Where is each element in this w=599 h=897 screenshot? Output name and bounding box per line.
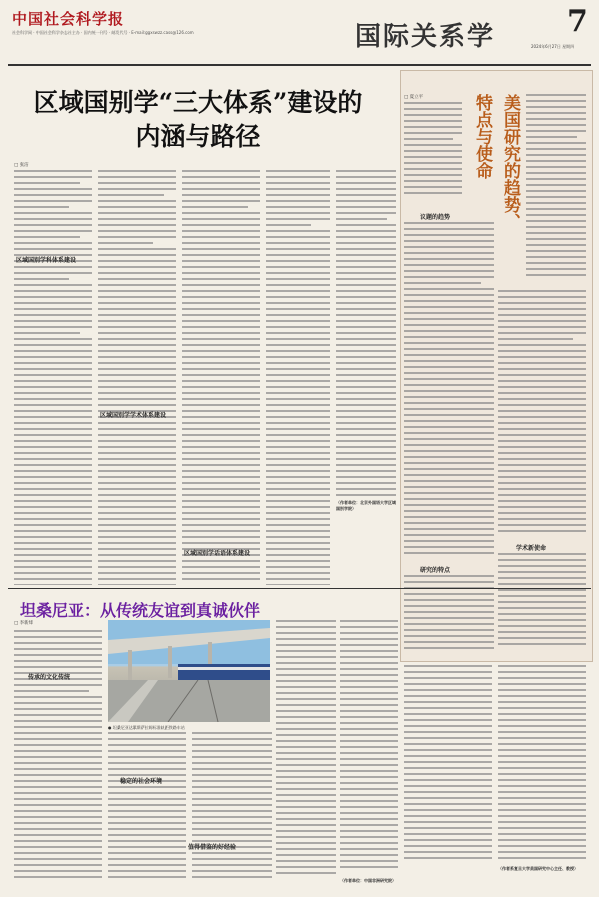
side-subhead-3: 学术新使命 bbox=[516, 545, 547, 552]
tanzania-subhead-2: 稳定的社会环境 bbox=[120, 778, 163, 785]
railway-station-illustration bbox=[108, 620, 270, 722]
side-subhead-1: 议题的趋势 bbox=[420, 214, 451, 221]
main-headline-line2: 内涵与路径 bbox=[135, 122, 261, 151]
main-body-col-3 bbox=[182, 170, 260, 585]
side-body-col-2b bbox=[498, 553, 586, 653]
main-headline-line1: 区域国别学“三大体系”建设的 bbox=[33, 88, 363, 117]
tanzania-body-col-5 bbox=[340, 620, 398, 875]
tanzania-author-note: （作者单位：中国非洲研究院） bbox=[340, 878, 396, 883]
side-byline: □ 夏立平 bbox=[404, 95, 424, 100]
side-author-note: （作者系复旦大学美国研究中心主任、教授） bbox=[498, 866, 578, 871]
tanzania-subhead-1: 传承的文化传统 bbox=[28, 674, 71, 681]
side-body-intro bbox=[404, 102, 462, 202]
tanzania-byline: □ 李新烽 bbox=[14, 621, 34, 626]
main-subhead-2: 区域国别学学术体系建设 bbox=[100, 412, 167, 419]
section-divider bbox=[8, 588, 591, 589]
tanzania-body-col-3 bbox=[192, 732, 272, 887]
side-body-col-2 bbox=[498, 290, 586, 540]
railway-station-photo bbox=[108, 620, 270, 722]
masthead-rule bbox=[8, 64, 591, 66]
tanzania-body-col-1 bbox=[14, 630, 102, 885]
main-author-note: （作者单位：北京外国语大学区域国别学院） bbox=[336, 500, 396, 511]
side-body-col-right-top bbox=[526, 94, 586, 284]
main-body-col-2 bbox=[98, 170, 176, 585]
masthead-info: 社会科学网 · 中国社会科学杂志社主办 · 国内统一刊号 · 邮发代号 · E-mail:ggxswzz.cass@126.com bbox=[12, 30, 194, 35]
side-headline-line1: 美国研究的趋势、 bbox=[500, 94, 520, 230]
tanzania-body-col-4 bbox=[276, 620, 336, 885]
tanzania-subhead-3: 值得借鉴的好经验 bbox=[188, 844, 237, 851]
masthead bbox=[0, 0, 599, 66]
section-title: 国际关系学 bbox=[355, 22, 496, 52]
main-subhead-3: 区域国别学话语体系建设 bbox=[184, 550, 251, 557]
side-body-col-1 bbox=[404, 222, 494, 562]
tanzania-body-col-2 bbox=[108, 732, 186, 887]
main-body-col-1 bbox=[14, 170, 92, 585]
side-body-col-1b bbox=[404, 575, 494, 655]
main-body-col-5 bbox=[336, 170, 396, 500]
tanzania-headline: 坦桑尼亚：从传统友谊到真诚伙伴 bbox=[20, 601, 261, 620]
side-headline-line2: 特点与使命 bbox=[472, 94, 492, 179]
main-body-col-4 bbox=[266, 170, 330, 585]
side-body-col-4 bbox=[404, 665, 492, 865]
main-subhead-1: 区域国别学科体系建设 bbox=[16, 257, 77, 264]
side-subhead-2: 研究的特点 bbox=[420, 567, 451, 574]
side-body-col-3 bbox=[498, 665, 586, 865]
issue-date: 2024年6月27日 星期四 bbox=[531, 44, 575, 49]
photo-caption: ● 坦桑尼亚达累斯萨拉姆标准轨距铁路车站 bbox=[108, 725, 185, 730]
main-byline: □ 张洁 bbox=[14, 163, 29, 168]
page-number: 7 bbox=[567, 4, 588, 39]
newspaper-logo: 中国社会科学报 bbox=[12, 10, 125, 28]
